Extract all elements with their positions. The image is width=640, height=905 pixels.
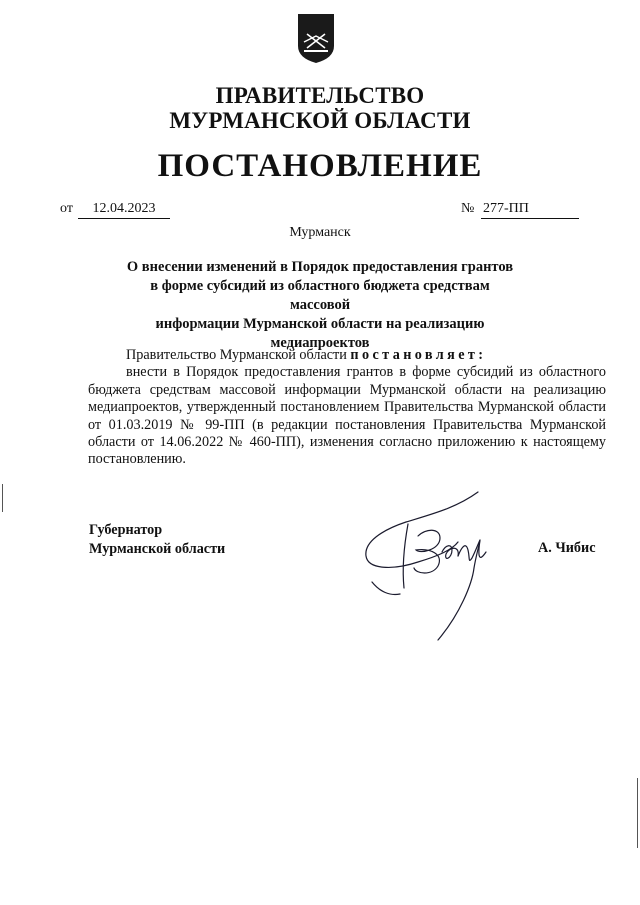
decree-date: 12.04.2023 [78,201,170,219]
signer-title-line2: Мурманской области [89,541,226,557]
signer-name: А. Чибис [538,540,596,556]
document-type-title: ПОСТАНОВЛЕНИЕ [157,148,483,184]
decree-subject [120,258,520,353]
subject-line: О внесении изменений в Порядок предоставления грантов [126,259,514,275]
signer-title [89,521,225,559]
government-title-line2: МУРМАНСКОЙ ОБЛАСТИ [169,108,471,133]
date-label: от [60,201,73,216]
decree-number: 277-ПП [481,201,579,219]
scan-edge-mark [637,778,638,848]
subject-line: информации Мурманской области на реализацию медиапроектов [155,316,485,351]
signer-title-line1: Губернатор [89,522,163,538]
subject-line: в форме субсидий из областного бюджета средствам массовой [150,278,490,313]
body-intro-text: Правительство Мурманской области [126,347,351,363]
number-label: № [461,201,475,216]
handwritten-signature-icon [360,484,530,654]
decree-body [88,347,606,469]
city-name: Мурманск [289,225,351,240]
government-title-line1: ПРАВИТЕЛЬСТВО [215,83,425,108]
body-text: внести в Порядок предоставления грантов в форме субсидий из областного бюджета средствам массовой информации Мурманской области на реализацию медиапроектов, утвержденный постановлением Правительства Мурманской области от 01.03.2019 № 99-ПП (в редакции постановления Правительства Мурманской области от 14.06.2022 № 460-ПП), изменения согласно приложению к настоящему постановлению. [88,364,606,468]
coat-of-arms-icon [296,12,336,64]
body-intro [88,347,606,364]
resolves-word: постановляет: [350,347,487,363]
scan-edge-mark [2,484,3,512]
